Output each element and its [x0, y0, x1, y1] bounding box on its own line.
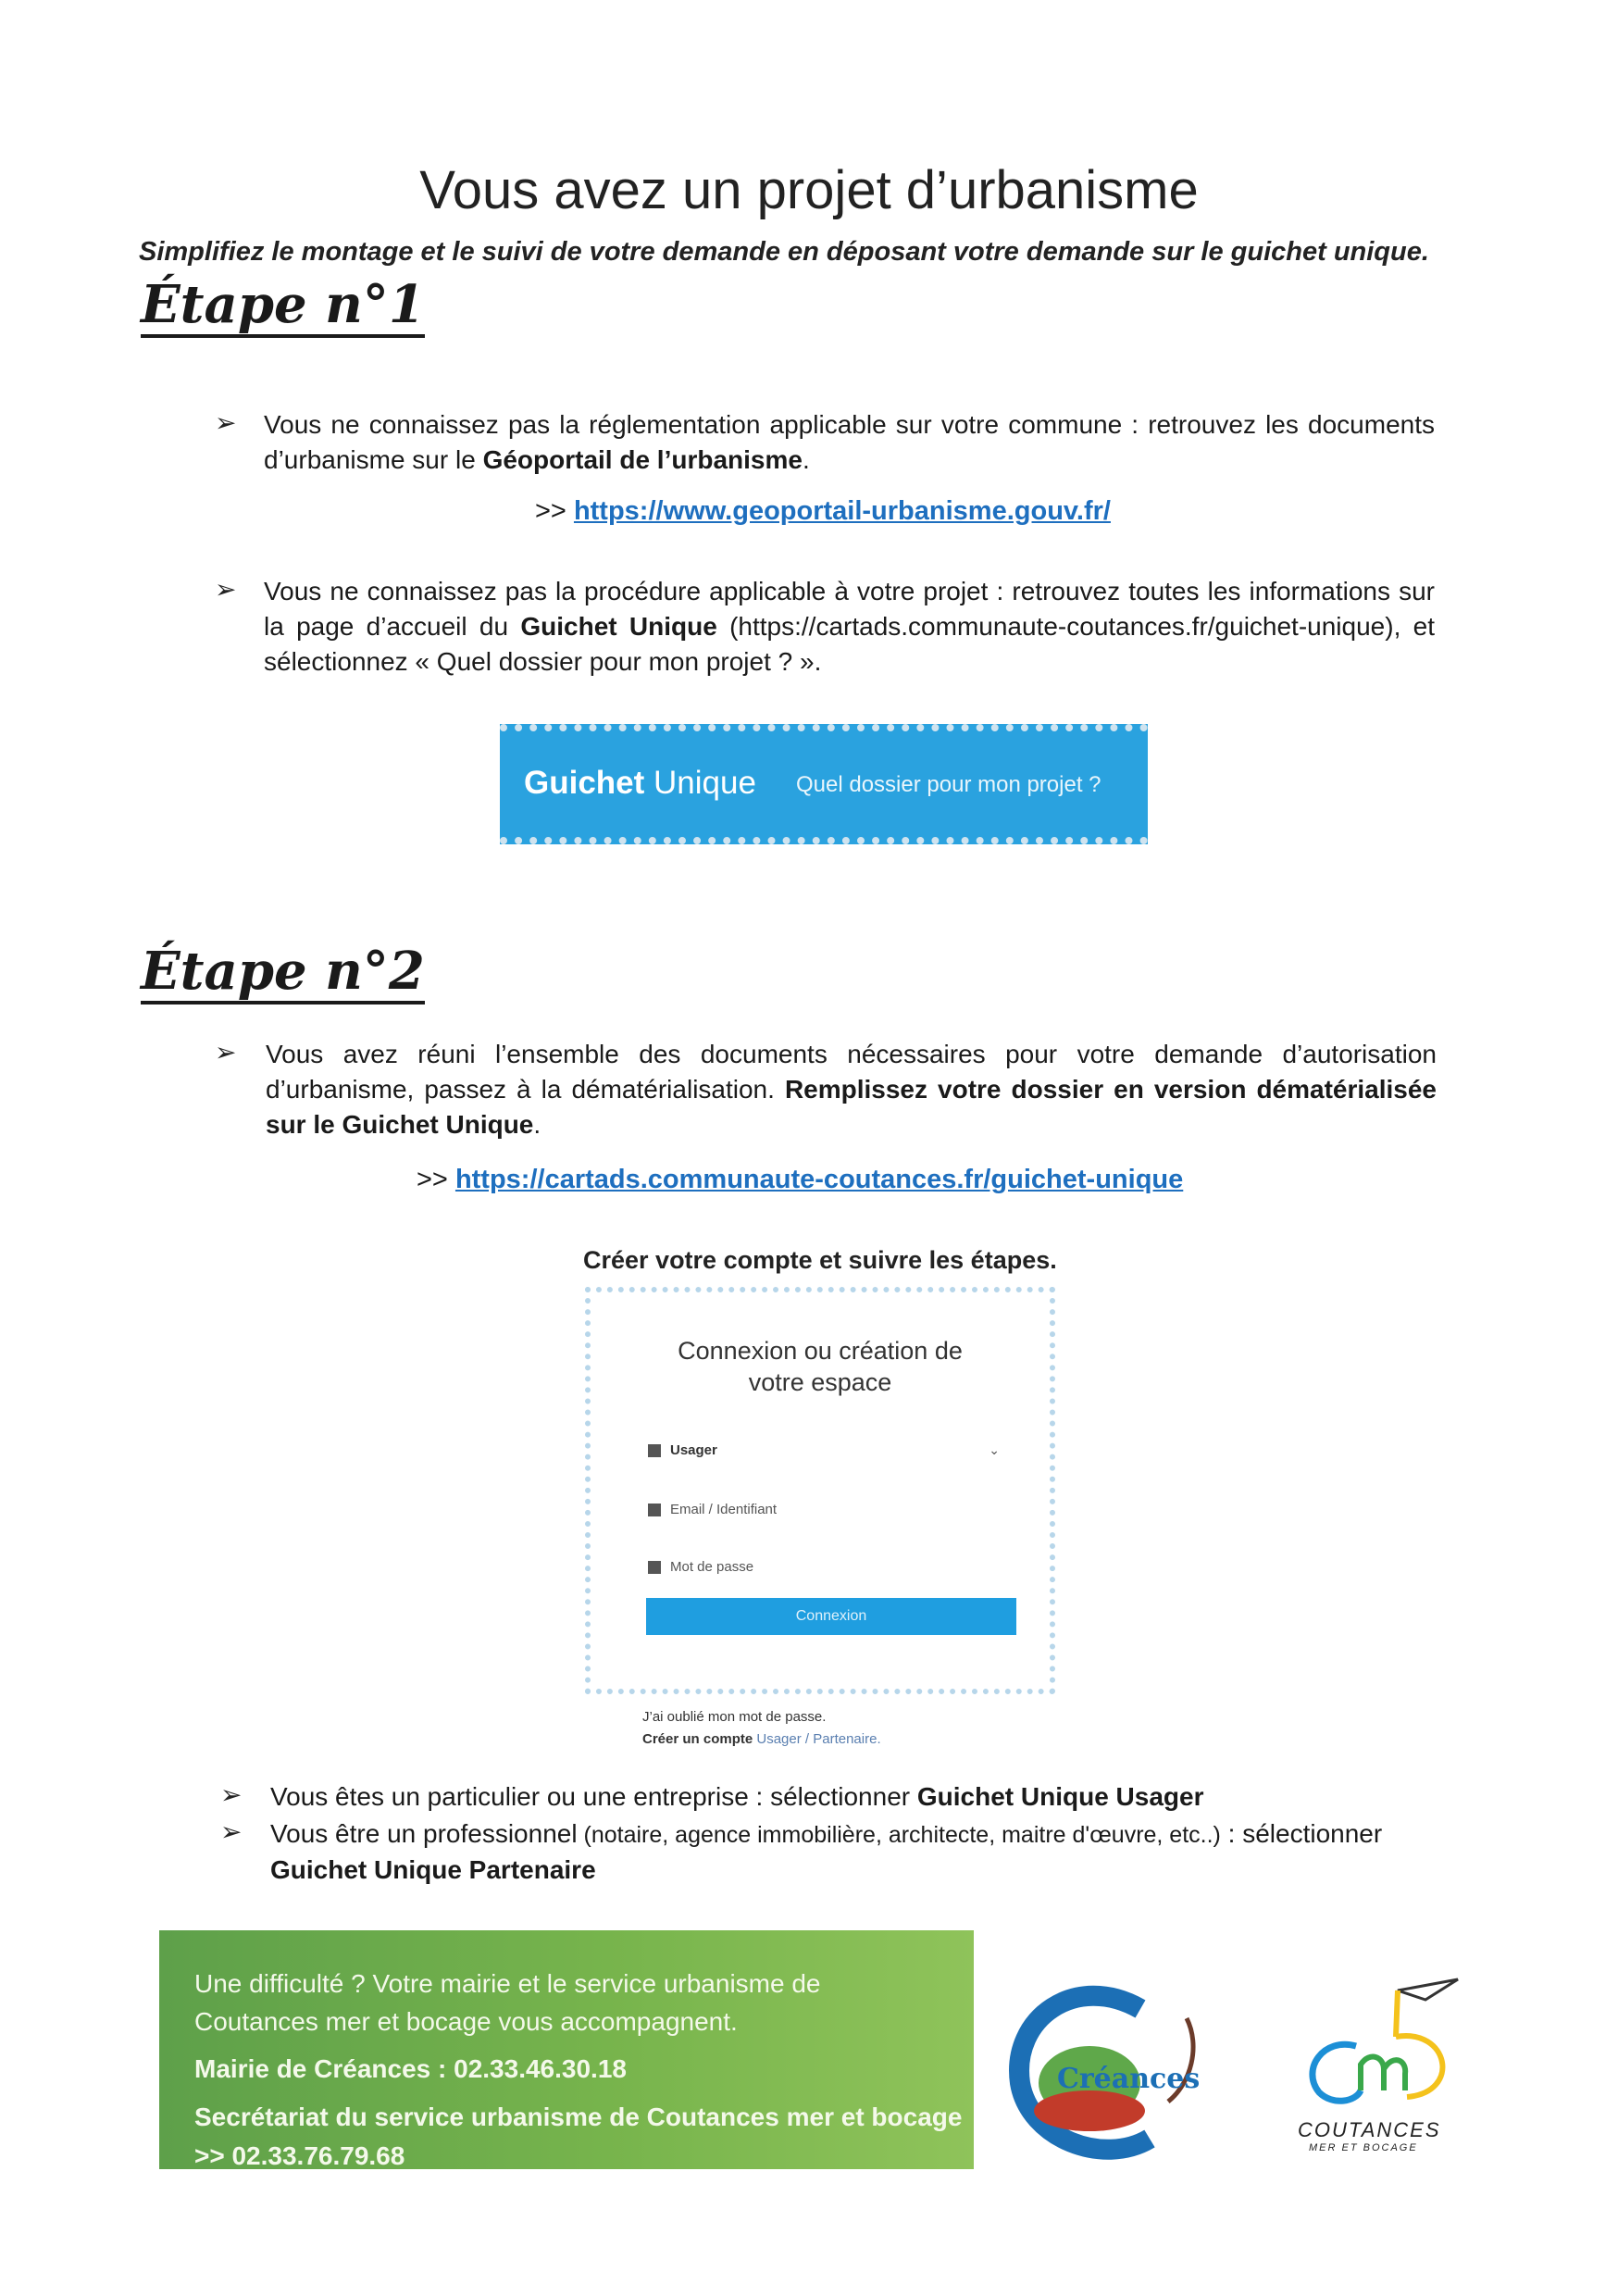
email-field[interactable]: Email / Identifiant: [648, 1502, 777, 1517]
geoportail-link[interactable]: https://www.geoportail-urbanisme.gouv.fr/: [573, 496, 1111, 526]
step1-item1: Vous ne connaissez pas la réglementation applicable sur votre commune : retrouvez les documents d’urbanisme sur le Géoportail de l’urbanisme.: [264, 410, 1435, 474]
quel-dossier-link[interactable]: Quel dossier pour mon projet ?: [796, 772, 1101, 797]
contact-line2: Coutances mer et bocage vous accompagnent.: [194, 2007, 738, 2036]
password-field[interactable]: Mot de passe: [648, 1559, 753, 1575]
lock-icon: [648, 1561, 661, 1574]
creances-logo: [1002, 1981, 1224, 2166]
bullet-arrow-icon: ➢: [215, 575, 237, 604]
contact-mairie: Mairie de Créances : 02.33.46.30.18: [194, 2054, 627, 2083]
create-account-row: Créer un compte Usager / Partenaire.: [642, 1731, 881, 1747]
page-subtitle: Simplifiez le montage et le suivi de votre demande en déposant votre demande sur le guichet unique.: [139, 237, 1429, 267]
step2-item-usager: Vous êtes un particulier ou une entreprise : sélectionner Guichet Unique Usager: [270, 1782, 1204, 1811]
guichet-unique-banner: [500, 724, 1148, 844]
coutances-logo-name: COUTANCES: [1298, 2118, 1441, 2141]
contact-phone: >> 02.33.76.79.68: [194, 2141, 405, 2169]
geoportail-link-row: >> https://www.geoportail-urbanisme.gouv.fr/: [535, 496, 1111, 526]
page-title: Vous avez un projet d’urbanisme: [419, 160, 1199, 220]
login-caption: Créer votre compte et suivre les étapes.: [583, 1246, 1057, 1274]
bullet-arrow-icon: ➢: [215, 1038, 237, 1067]
coutances-logo-sub: MER ET BOCAGE: [1309, 2142, 1418, 2153]
bullet-arrow-icon: ➢: [215, 408, 237, 437]
login-title: Connexion ou création de votre espace: [678, 1337, 963, 1396]
step2-heading: Étape n°2: [141, 944, 425, 1004]
guichet-unique-brand: Guichet Unique: [524, 765, 756, 801]
bullet-arrow-icon: ➢: [220, 1817, 243, 1846]
contact-box: [159, 1930, 974, 2169]
contact-secretariat: Secrétariat du service urbanisme de Coutances mer et bocage: [194, 2103, 963, 2131]
step1-heading: Étape n°1: [141, 278, 425, 338]
step2-item-partenaire: Vous être un professionnel (notaire, agence immobilière, architecte, maitre d'œuvre, etc..) : sélectionner Guichet Unique Partenaire: [270, 1819, 1383, 1884]
chevron-down-icon: ⌄: [989, 1442, 1000, 1457]
coutances-logo: [1287, 1972, 1472, 2166]
creances-logo-text: Créances: [1057, 2063, 1201, 2095]
step2-item1: Vous avez réuni l’ensemble des documents nécessaires pour votre demande d’autorisation d’urbanisme, passez à la dématérialisation. Remplissez votre dossier en version dématérialisée sur le Guichet Unique.: [266, 1040, 1438, 1139]
guichet-unique-link[interactable]: https://cartads.communaute-coutances.fr/guichet-unique: [454, 1165, 1184, 1194]
create-account-links[interactable]: Usager / Partenaire.: [756, 1731, 881, 1747]
contact-line1: Une difficulté ? Votre mairie et le service urbanisme de: [194, 1969, 821, 1998]
user-icon: [648, 1444, 661, 1457]
forgot-password-link[interactable]: J’ai oublié mon mot de passe.: [642, 1709, 827, 1725]
login-panel: [585, 1287, 1055, 1694]
connexion-button[interactable]: Connexion: [646, 1598, 1016, 1635]
bullet-arrow-icon: ➢: [220, 1780, 243, 1809]
envelope-icon: [648, 1504, 661, 1516]
user-type-select[interactable]: Usager ⌄: [648, 1442, 1000, 1458]
guichet-link-row: >> https://cartads.communaute-coutances.fr/guichet-unique: [417, 1165, 1184, 1194]
step1-item2: Vous ne connaissez pas la procédure applicable à votre projet : retrouvez toutes les informations sur la page d’accueil du Guichet Unique (https://cartads.communaute-coutances.fr/guichet-unique), et sélectionnez « Quel dossier pour mon projet ? ».: [264, 577, 1435, 676]
